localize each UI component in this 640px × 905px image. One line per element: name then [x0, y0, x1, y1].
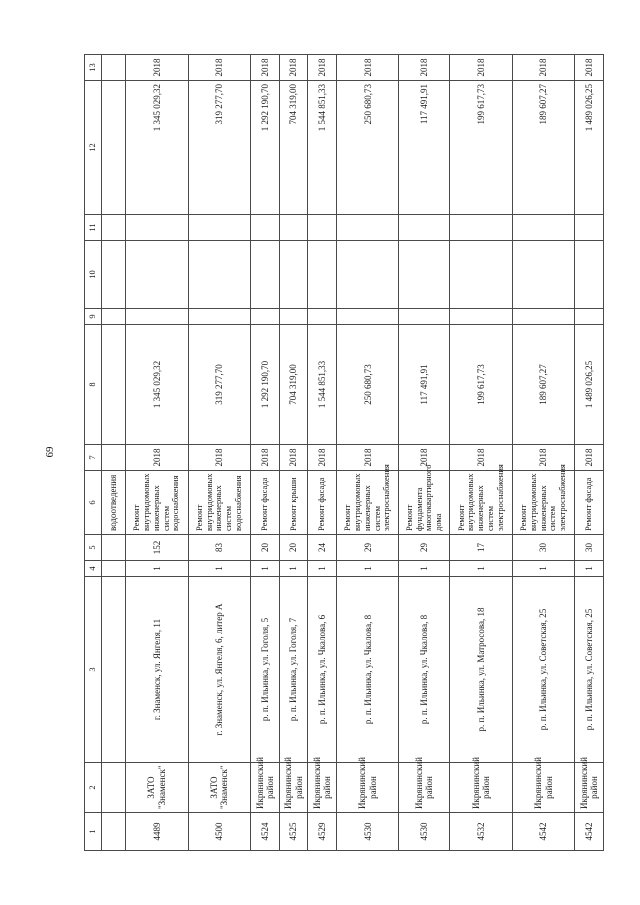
table-cell [102, 215, 126, 241]
empty-cell [336, 309, 399, 325]
address: р. п. Ильинка, ул. Советская, 25 [575, 577, 604, 763]
work-year: 2018 [512, 445, 575, 471]
row-id: 4530 [399, 813, 450, 851]
empty-cell [450, 215, 513, 241]
table-row [308, 55, 337, 851]
apartments-count: 17 [450, 535, 513, 561]
apartments-count: 83 [188, 535, 251, 561]
address: р. п. Ильинка, ул. Чкалова, 6 [308, 577, 337, 763]
table-cell [102, 577, 126, 763]
apartments-count: 29 [399, 535, 450, 561]
row-id: 4489 [126, 813, 189, 851]
apartments-count: 24 [308, 535, 337, 561]
work-year: 2018 [126, 445, 189, 471]
table-cell [102, 241, 126, 309]
address: р. п. Ильинка, ул. Чкалова, 8 [399, 577, 450, 763]
row-id: 4542 [512, 813, 575, 851]
empty-cell [575, 215, 604, 241]
total-cost: 189 607,27 [512, 325, 575, 445]
column-number: 9 [85, 309, 102, 325]
work-type: Ремонт фундамента многоквартирного дома [399, 471, 450, 535]
total-cost: 319 277,70 [188, 325, 251, 445]
empty-cell [279, 215, 308, 241]
table-cell [102, 309, 126, 325]
address: р. п. Ильинка, ул. Матросова, 18 [450, 577, 513, 763]
table-cell [102, 813, 126, 851]
apartments-count: 30 [575, 535, 604, 561]
empty-cell [251, 215, 280, 241]
house-count: 1 [575, 561, 604, 577]
empty-cell [279, 241, 308, 309]
fund-cost: 704 319,00 [279, 81, 308, 215]
page-number: 69 [44, 446, 56, 458]
register-table [84, 54, 604, 851]
house-count: 1 [512, 561, 575, 577]
completion-year: 2018 [188, 55, 251, 81]
empty-cell [126, 215, 189, 241]
column-number: 1 [85, 813, 102, 851]
fund-cost: 250 680,73 [336, 81, 399, 215]
table-cell [102, 325, 126, 445]
column-number: 7 [85, 445, 102, 471]
municipality: Икрянинский район [279, 763, 308, 813]
table-row [188, 55, 251, 851]
work-year: 2018 [336, 445, 399, 471]
column-number: 10 [85, 241, 102, 309]
work-type: Ремонт внутридомовых инженерных систем электроснабжения [336, 471, 399, 535]
empty-cell [188, 241, 251, 309]
completion-year: 2018 [251, 55, 280, 81]
empty-cell [251, 309, 280, 325]
table-row [336, 55, 399, 851]
fund-cost: 117 491,91 [399, 81, 450, 215]
table-cell [102, 55, 126, 81]
fund-cost: 199 617,73 [450, 81, 513, 215]
work-type: Ремонт внутридомовых инженерных систем водоснабжения [188, 471, 251, 535]
empty-cell [126, 309, 189, 325]
empty-cell [575, 241, 604, 309]
municipality: Икрянинский район [512, 763, 575, 813]
table-cell [102, 81, 126, 215]
address: р. п. Ильинка, ул. Чкалова, 8 [336, 577, 399, 763]
apartments-count: 30 [512, 535, 575, 561]
column-number: 11 [85, 215, 102, 241]
apartments-count: 152 [126, 535, 189, 561]
work-year: 2018 [575, 445, 604, 471]
house-count: 1 [251, 561, 280, 577]
work-year: 2018 [308, 445, 337, 471]
empty-cell [399, 215, 450, 241]
house-count: 1 [188, 561, 251, 577]
total-cost: 1 292 190,70 [251, 325, 280, 445]
column-number: 6 [85, 471, 102, 535]
work-type: Ремонт крыши [279, 471, 308, 535]
empty-cell [279, 309, 308, 325]
municipality: Икрянинский район [251, 763, 280, 813]
completion-year: 2018 [336, 55, 399, 81]
work-year: 2018 [279, 445, 308, 471]
empty-cell [308, 215, 337, 241]
municipality: Икрянинский район [308, 763, 337, 813]
completion-year: 2018 [279, 55, 308, 81]
fund-cost: 1 345 029,32 [126, 81, 189, 215]
empty-cell [336, 215, 399, 241]
row-id: 4525 [279, 813, 308, 851]
row-id: 4532 [450, 813, 513, 851]
table-row [399, 55, 450, 851]
fund-cost: 1 544 851,33 [308, 81, 337, 215]
row-id: 4500 [188, 813, 251, 851]
fund-cost: 1 292 190,70 [251, 81, 280, 215]
empty-cell [336, 241, 399, 309]
apartments-count: 20 [251, 535, 280, 561]
empty-cell [575, 309, 604, 325]
total-cost: 199 617,73 [450, 325, 513, 445]
work-type: Ремонт фасада [251, 471, 280, 535]
municipality: Икрянинский район [399, 763, 450, 813]
rotated-table-wrapper [84, 55, 604, 851]
table-cell [102, 561, 126, 577]
house-count: 1 [279, 561, 308, 577]
completion-year: 2018 [575, 55, 604, 81]
work-year: 2018 [450, 445, 513, 471]
work-type: Ремонт внутридомовых инженерных систем водоснабжения [126, 471, 189, 535]
empty-cell [450, 241, 513, 309]
work-year: 2018 [399, 445, 450, 471]
completion-year: 2018 [126, 55, 189, 81]
completion-year: 2018 [512, 55, 575, 81]
work-year: 2018 [251, 445, 280, 471]
empty-cell [188, 309, 251, 325]
row-id: 4529 [308, 813, 337, 851]
empty-cell [512, 215, 575, 241]
completion-year: 2018 [308, 55, 337, 81]
municipality: Икрянинский район [336, 763, 399, 813]
address: г. Знаменск, ул. Янгеля, 6, литер А [188, 577, 251, 763]
total-cost: 1 489 026,25 [575, 325, 604, 445]
address: р. п. Ильинка, ул. Гоголя, 5 [251, 577, 280, 763]
work-type: Ремонт фасада [575, 471, 604, 535]
municipality: Икрянинский район [575, 763, 604, 813]
total-cost: 1 544 851,33 [308, 325, 337, 445]
header-row [85, 55, 102, 851]
table-cell [102, 445, 126, 471]
apartments-count: 20 [279, 535, 308, 561]
municipality: ЗАТО "Знаменск" [126, 763, 189, 813]
empty-cell [399, 241, 450, 309]
table-row [251, 55, 280, 851]
table-row [512, 55, 575, 851]
empty-cell [308, 309, 337, 325]
address: г. Знаменск, ул. Янгеля, 11 [126, 577, 189, 763]
work-year: 2018 [188, 445, 251, 471]
total-cost: 117 491,91 [399, 325, 450, 445]
fund-cost: 1 489 026,25 [575, 81, 604, 215]
empty-cell [450, 309, 513, 325]
row-id: 4542 [575, 813, 604, 851]
column-number: 5 [85, 535, 102, 561]
municipality: ЗАТО "Знаменск" [188, 763, 251, 813]
table-row [450, 55, 513, 851]
continuation-row [102, 55, 126, 851]
empty-cell [512, 241, 575, 309]
row-id: 4524 [251, 813, 280, 851]
apartments-count: 29 [336, 535, 399, 561]
house-count: 1 [126, 561, 189, 577]
table-cell [102, 535, 126, 561]
empty-cell [399, 309, 450, 325]
column-number: 12 [85, 81, 102, 215]
column-number: 8 [85, 325, 102, 445]
address: р. п. Ильинка, ул. Советская, 25 [512, 577, 575, 763]
total-cost: 250 680,73 [336, 325, 399, 445]
table-row [126, 55, 189, 851]
row-id: 4530 [336, 813, 399, 851]
column-number: 13 [85, 55, 102, 81]
completion-year: 2018 [399, 55, 450, 81]
work-type: Ремонт фасада [308, 471, 337, 535]
table-cell [102, 763, 126, 813]
column-number: 3 [85, 577, 102, 763]
work-type: Ремонт внутридомовых инженерных систем электроснабжения [512, 471, 575, 535]
house-count: 1 [308, 561, 337, 577]
total-cost: 704 319,00 [279, 325, 308, 445]
column-number: 2 [85, 763, 102, 813]
empty-cell [188, 215, 251, 241]
municipality: Икрянинский район [450, 763, 513, 813]
fund-cost: 189 607,27 [512, 81, 575, 215]
fund-cost: 319 277,70 [188, 81, 251, 215]
empty-cell [308, 241, 337, 309]
continuation-text: водоотведения [102, 471, 126, 535]
house-count: 1 [399, 561, 450, 577]
work-type: Ремонт внутридомовых инженерных систем электроснабжения [450, 471, 513, 535]
column-number: 4 [85, 561, 102, 577]
empty-cell [512, 309, 575, 325]
address: р. п. Ильинка, ул. Гоголя, 7 [279, 577, 308, 763]
empty-cell [251, 241, 280, 309]
table-row [575, 55, 604, 851]
table-row [279, 55, 308, 851]
total-cost: 1 345 029,32 [126, 325, 189, 445]
completion-year: 2018 [450, 55, 513, 81]
house-count: 1 [450, 561, 513, 577]
house-count: 1 [336, 561, 399, 577]
empty-cell [126, 241, 189, 309]
